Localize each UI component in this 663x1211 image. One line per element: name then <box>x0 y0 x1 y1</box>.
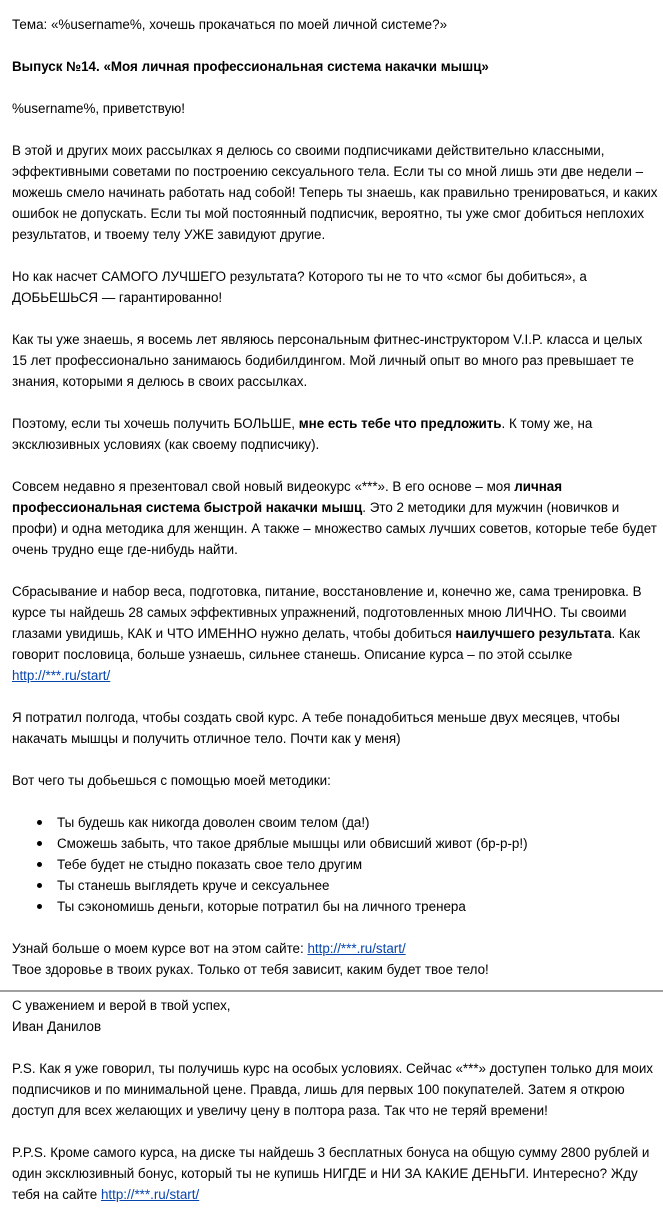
paragraph-time: Я потратил полгода, чтобы создать свой курс. А тебе понадобиться меньше двух месяцев, чтобы накачать мышцы и получить отличное тело. Почти как у меня) <box>12 710 620 746</box>
offer-text-bold: мне есть тебе что предложить <box>298 416 502 431</box>
pps-text: P.P.S. Кроме самого курса, на диске ты найдешь 3 бесплатных бонуса на общую сумму 2800 рублей и один эксклюзивный бонус, который ты не купишь НИГДЕ и НИ ЗА КАКИЕ ДЕНЬГИ. Интересно? Жду тебя на сайте <box>12 1145 650 1202</box>
course-text-bold: личная профессиональная система быстрой накачки мышц <box>12 479 563 515</box>
post-postscript <box>12 1142 658 1205</box>
paragraph-experience: Как ты уже знаешь, я восемь лет являюсь персональным фитнес-инструктором V.I.P. класса и целых 15 лет профессионально занимаюсь бодибилдингом. Мой личный опыт во много раз превышает те знания, которыми я делюсь в своих рассылках. <box>12 332 643 389</box>
paragraph-course <box>12 476 658 560</box>
list-item: Сможешь забыть, что такое дряблые мышцы или обвисший живот (бр-р-р!) <box>12 833 658 854</box>
course-link[interactable]: http://***.ru/start/ <box>12 668 111 683</box>
subject-line: Тема: «%username%, хочешь прокачаться по моей личной системе?» <box>12 17 448 32</box>
site-link[interactable]: http://***.ru/start/ <box>307 941 406 956</box>
divider <box>0 990 663 992</box>
paragraph-offer <box>12 413 658 455</box>
pps-link[interactable]: http://***.ru/start/ <box>100 1187 200 1202</box>
greeting: %username%, приветствую! <box>12 101 186 116</box>
more-info <box>12 938 658 959</box>
list-item: Ты будешь как никогда доволен своим телом (да!) <box>12 812 658 833</box>
benefits-intro: Вот чего ты добьешься с помощью моей методики: <box>12 773 331 788</box>
paragraph-details <box>12 581 658 686</box>
course-text-a: Совсем недавно я презентовал свой новый видеокурс «***». В его основе – моя <box>12 479 515 494</box>
issue-title-text: Выпуск №14. «Моя личная профессиональная система накачки мышц» <box>12 59 489 74</box>
details-text-bold: наилучшего результата <box>455 626 612 641</box>
details-text-b: . Как говорит пословица, больше узнаешь, сильнее станешь. Описание курса – по этой ссылке <box>12 626 640 662</box>
course-text-b: . Это 2 методики для мужчин (новичков и профи) и одна методика для женщин. А также – множество самых лучших советов, которые тебе будет очень трудно еще где-нибудь найти. <box>12 500 657 557</box>
postscript: P.S. Как я уже говорил, ты получишь курс на особых условиях. Сейчас «***» доступен только для моих подписчиков и по минимальной цене. Правда, лишь для первых 100 покупателей. Затем я открою доступ для всех желающих и увеличу цену в полтора раза. Так что не теряй времени! <box>12 1061 654 1118</box>
letter-body <box>12 0 658 980</box>
offer-text-a: Поэтому, если ты хочешь получить БОЛЬШЕ, <box>12 416 299 431</box>
paragraph-intro: В этой и других моих рассылках я делюсь со своими подписчиками действительно классными, эффективными советами по построению сексуального тела. Если ты со мной лишь эти две недели – можешь смело начинать работать над собой! Теперь ты знаешь, как правильно тренироваться, и каких ошибок не допускать. Если ты мой постоянный подписчик, вероятно, ты уже смог добиться неплохих результатов, и твоему телу УЖЕ завидуют другие. <box>12 143 658 242</box>
signature-block <box>12 995 658 1205</box>
signoff: С уважением и верой в твой успех, <box>12 998 231 1013</box>
issue-title <box>12 56 658 77</box>
benefits-list <box>12 812 658 917</box>
list-item: Ты станешь выглядеть круче и сексуальнее <box>12 875 658 896</box>
author-name: Иван Данилов <box>12 1019 102 1034</box>
health-line: Твое здоровье в твоих руках. Только от тебя зависит, каким будет твое тело! <box>12 962 489 977</box>
more-info-text: Узнай больше о моем курсе вот на этом сайте: <box>12 941 308 956</box>
details-text-a: Сбрасывание и набор веса, подготовка, питание, восстановление и, конечно же, сама тренировка. В курсе ты найдешь 28 самых эффективных упражнений, подготовленных мною ЛИЧНО. Ты своими глазами увидишь, КАК и ЧТО ИМЕННО нужно делать, чтобы добиться <box>12 584 642 641</box>
offer-text-b: . К тому же, на эксклюзивных условиях (как своему подписчику). <box>12 416 593 452</box>
paragraph-best-result: Но как насчет САМОГО ЛУЧШЕГО результата? Которого ты не то что «смог бы добиться», а ДОБЬЕШЬСЯ — гарантированно! <box>12 269 587 305</box>
list-item: Ты сэкономишь деньги, которые потратил бы на личного тренера <box>12 896 658 917</box>
list-item: Тебе будет не стыдно показать свое тело другим <box>12 854 658 875</box>
